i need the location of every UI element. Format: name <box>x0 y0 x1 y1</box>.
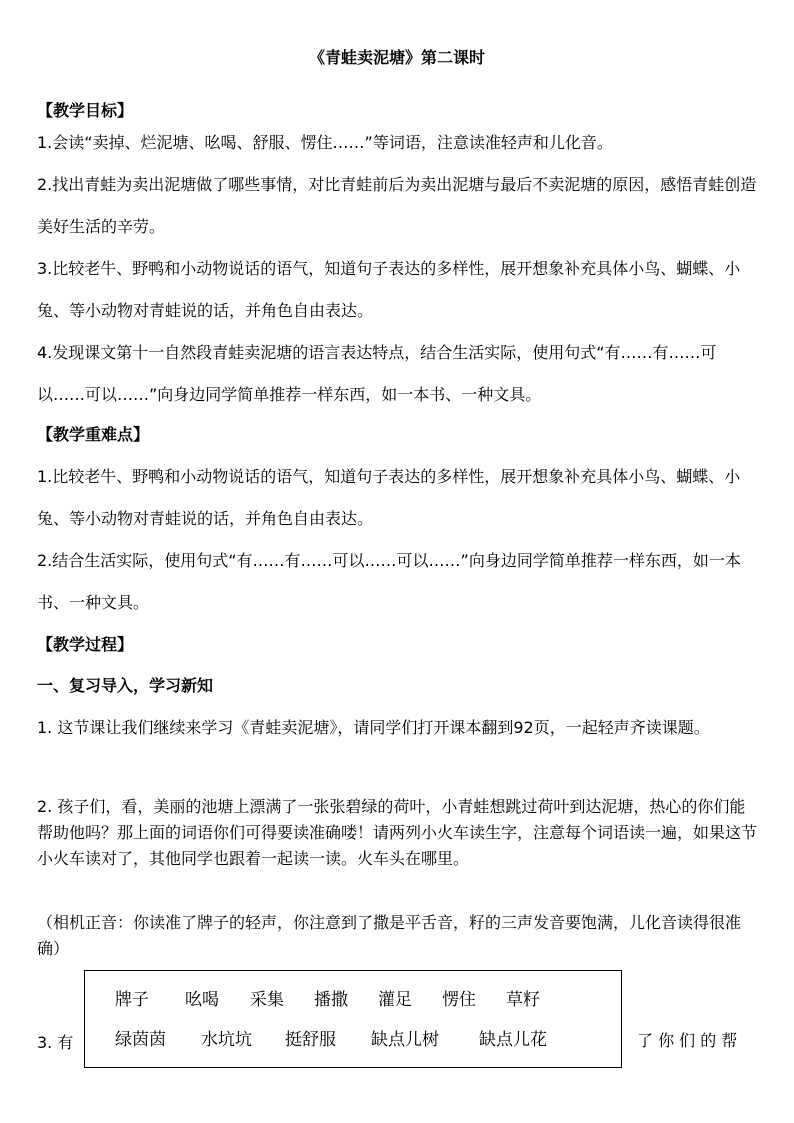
vocab-word: 采集 <box>250 990 284 1010</box>
step-2: 2. 孩子们，看，美丽的池塘上漂满了一张张碧绿的荷叶，小青蛙想跳过荷叶到达泥塘，热心的你们能帮助他吗？那上面的词语你们可得要读准确喽！请两列小火车读生字，注意每个词语读一遍，如果这节小火车读对了，其他同学也跟着一起读一读。火车头在哪里。 <box>37 797 758 868</box>
vocabulary-row-2 <box>115 1028 547 1052</box>
process-heading: 【教学过程】 <box>37 635 134 654</box>
vocabulary-row-1 <box>115 988 540 1012</box>
key-point-1: 1.比较老牛、野鸭和小动物说话的语气，知道句子表达的多样性，展开想象补充具体小鸟、蝴蝶、小兔、等小动物对青蛙说的话，并角色自由表达。 <box>37 467 741 528</box>
vocab-word: 水坑坑 <box>201 1030 252 1050</box>
goals-heading: 【教学目标】 <box>37 101 134 120</box>
goal-4: 4.发现课文第十一自然段青蛙卖泥塘的语言表达特点，结合生活实际，使用句式“有……有……可以……可以……”向身边同学简单推荐一样东西，如一本书、一种文具。 <box>37 343 717 404</box>
vocab-word: 挺舒服 <box>285 1030 336 1050</box>
vocab-word: 愣住 <box>442 990 476 1010</box>
goal-3: 3.比较老牛、野鸭和小动物说话的语气，知道句子表达的多样性，展开想象补充具体小鸟、蝴蝶、小兔、等小动物对青蛙说的话，并角色自由表达。 <box>37 259 741 320</box>
vocabulary-box <box>84 970 622 1068</box>
key-points-heading: 【教学重难点】 <box>37 425 150 444</box>
vocab-word: 缺点儿树 <box>371 1030 439 1050</box>
vocab-word: 缺点儿花 <box>479 1030 547 1050</box>
step-3-start: 3. 有 <box>37 1033 74 1052</box>
step-1: 1. 这节课让我们继续来学习《青蛙卖泥塘》，请同学们打开课本翻到92页，一起轻声齐读课题。 <box>37 718 710 737</box>
goal-2: 2.找出青蛙为卖出泥塘做了哪些事情，对比青蛙前后为卖出泥塘与最后不卖泥塘的原因，感悟青蛙创造美好生活的辛劳。 <box>37 175 757 236</box>
vocab-word: 草籽 <box>506 990 540 1010</box>
step-3-end: 了 你 们 的 帮 <box>637 1031 738 1050</box>
correction-note: （相机正音：你读准了牌子的轻声，你注意到了撒是平舌音，籽的三声发音要饱满，儿化音读得很准确） <box>37 913 742 958</box>
vocab-word: 绿茵茵 <box>115 1030 166 1050</box>
key-point-2: 2.结合生活实际，使用句式“有……有……可以……可以……”向身边同学简单推荐一样东西，如一本书、一种文具。 <box>37 551 741 612</box>
document-title: 《青蛙卖泥塘》第二课时 <box>308 48 485 67</box>
vocab-word: 播撒 <box>314 990 348 1010</box>
vocab-word: 牌子 <box>115 990 149 1010</box>
vocab-word: 灌足 <box>378 990 412 1010</box>
goal-1: 1.会读“卖掉、烂泥塘、吆喝、舒服、愣住……”等词语，注意读准轻声和儿化音。 <box>37 133 613 152</box>
part-1-heading: 一、复习导入，学习新知 <box>37 676 214 695</box>
vocab-word: 吆喝 <box>185 990 219 1010</box>
